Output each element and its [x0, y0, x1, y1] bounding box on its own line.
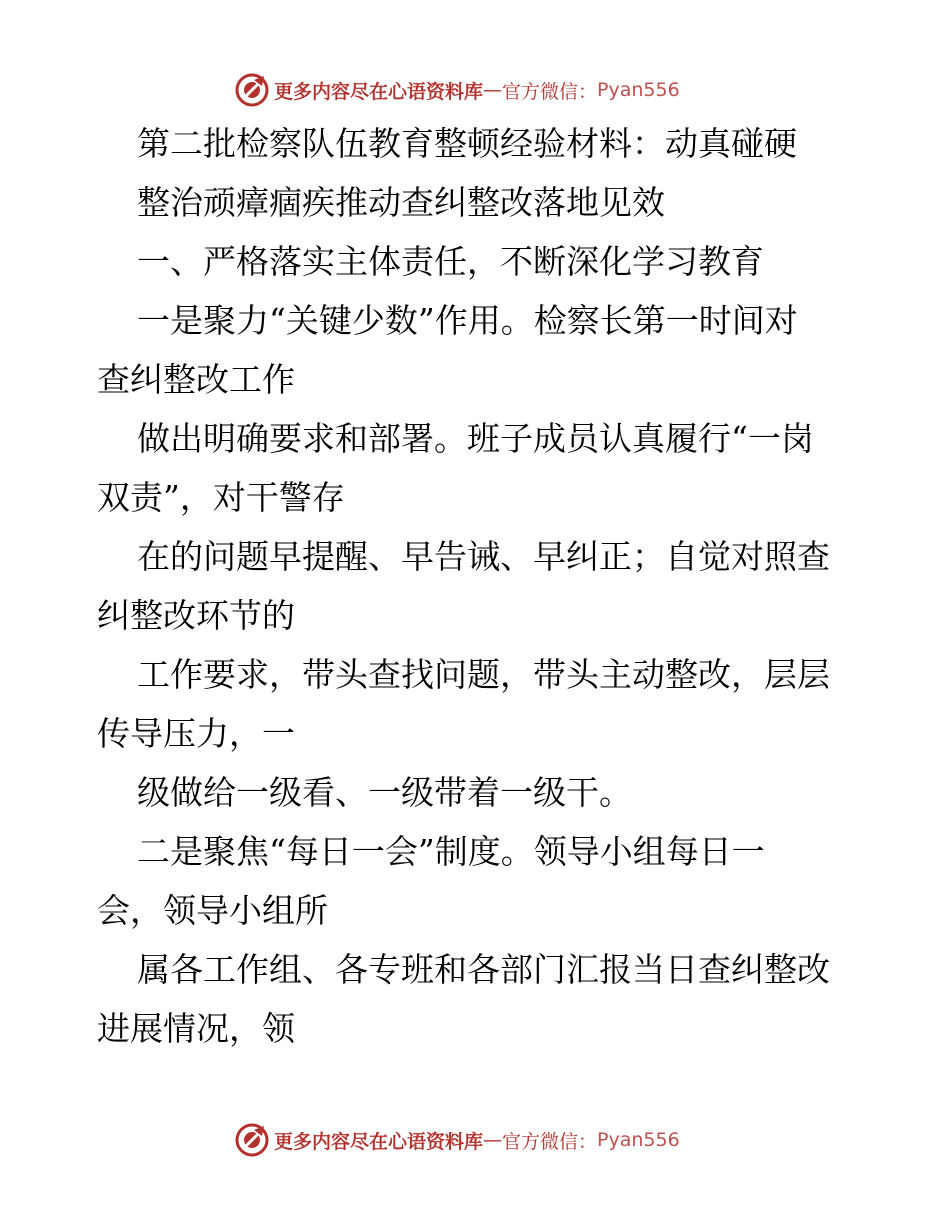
header-banner: [234, 72, 680, 108]
banner-wechat-label: 官方微信：: [502, 80, 598, 103]
text-line: 进展情况，领: [97, 1009, 295, 1048]
text-line: 双责”，对干警存: [97, 478, 345, 517]
text-line: 工作要求，带头查找问题，带头主动整改，层层: [137, 655, 830, 694]
text-line: 二是聚焦“每日一会”制度。领导小组每日一: [137, 832, 765, 871]
text-line: 纠整改环节的: [97, 596, 295, 635]
text-line: 一、严格落实主体责任，不断深化学习教育: [137, 242, 764, 281]
footer-banner: [234, 1122, 680, 1158]
banner-wechat-id: Pyan556: [597, 79, 680, 101]
logo-icon: [234, 1122, 270, 1158]
banner-brand-text: 更多内容尽在心语资料库: [274, 1130, 484, 1153]
text-line: 会，领导小组所: [97, 891, 328, 930]
text-line: 级做给一级看、一级带着一级干。: [137, 773, 632, 812]
banner-wechat-label: 官方微信：: [502, 1130, 598, 1153]
text-line: 属各工作组、各专班和各部门汇报当日查纠整改: [137, 950, 830, 989]
banner-dash: —: [483, 1129, 503, 1151]
banner-brand-text: 更多内容尽在心语资料库: [274, 80, 484, 103]
banner-wechat-id: Pyan556: [597, 1129, 680, 1151]
text-line: 传导压力，一: [97, 714, 295, 753]
text-line: 一是聚力“关键少数”作用。检察长第一时间对: [137, 301, 798, 340]
logo-icon: [234, 72, 270, 108]
text-line: 查纠整改工作: [97, 360, 295, 399]
text-line: 在的问题早提醒、早告诫、早纠正；自觉对照查: [137, 537, 830, 576]
text-line: 第二批检察队伍教育整顿经验材料：动真碰硬: [137, 124, 797, 163]
banner-dash: —: [483, 79, 503, 101]
text-line: 做出明确要求和部署。班子成员认真履行“一岗: [137, 419, 814, 458]
text-line: 整治顽瘴痼疾推动查纠整改落地见效: [137, 183, 665, 222]
